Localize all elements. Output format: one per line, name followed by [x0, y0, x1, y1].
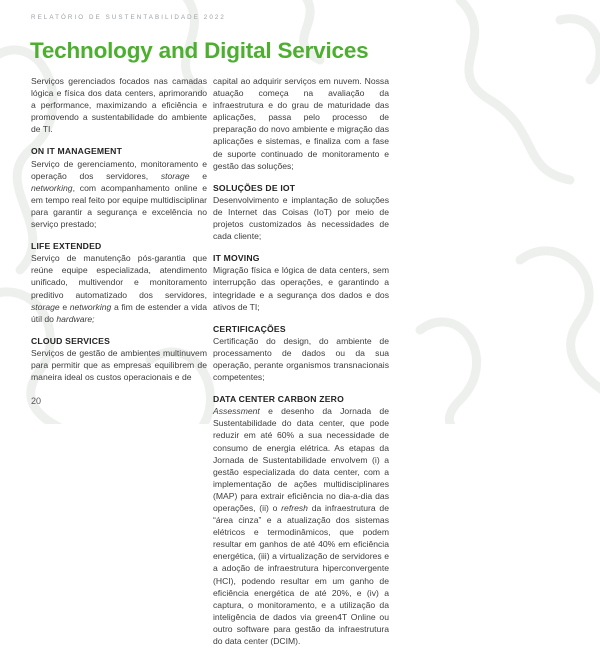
section-body: Serviços de gestão de ambientes multinuvem para permitir que as empresas equilibrem de maneira ideal os custos operacionais e de	[31, 347, 207, 383]
section-body: Serviço de gerenciamento, monitoramento e operação dos servidores, storage e networking, com acompanhamento online e em tempo real feito por equipe multidisciplinar para garantir a segurança e excelência no serviço prestado;	[31, 158, 207, 230]
section-heading: IT MOVING	[213, 253, 260, 264]
section-carbon-zero	[213, 393, 389, 647]
section-life-extended	[31, 240, 207, 325]
section-heading: CLOUD SERVICES	[31, 335, 111, 346]
section-it-moving	[213, 252, 389, 312]
section-iot	[213, 182, 389, 242]
text-column-2	[213, 75, 389, 657]
section-body: Certificação do design, do ambiente de processamento de dados ou da sua operação, perante organismos transnacionais competentes;	[213, 335, 389, 383]
page-number: 20	[31, 396, 42, 406]
text-column-3	[395, 75, 570, 85]
section-heading: SOLUÇÕES DE IOT	[213, 182, 296, 193]
section-it-management	[31, 145, 207, 230]
intro-paragraph: Serviços gerenciados focados nas camadas lógica e física dos data centers, aprimorando a performance, maximizando a eficiência e promovendo a sustentabilidade do ambiente de TI.	[31, 76, 207, 135]
section-body: Serviço de manutenção pós-garantia que reúne equipe especializada, atendimento unificado, multivendor e monitoramento preditivo automatizado dos servidores, storage e networking a fim de estender a vida útil do hardware;	[31, 253, 207, 324]
report-header: RELATÓRIO DE SUSTENTABILIDADE 2022	[31, 14, 226, 21]
section-heading: DATA CENTER CARBON ZERO	[213, 394, 344, 405]
page-title: Technology and Digital Services	[30, 38, 369, 63]
text-column-1	[31, 75, 207, 393]
section-body: Migração física e lógica de data centers, sem interrupção das operações, e garantindo a integridade e a segurança dos dados e dos ativos de TI;	[213, 265, 389, 312]
section-body: Desenvolvimento e implantação de soluções de Internet das Coisas (IoT) por meio de projetos customizados às necessidades de cada cliente;	[213, 194, 389, 242]
section-body: Assessment e desenho da Jornada de Sustentabilidade do data center, que pode reduzir em até 60% a sua necessidade de consumo de energia elétrica. As etapas da Jornada de Sustentabilidade envolvem (i) a gestão especializada do data center, com a implementação de ações multidisciplinares (MAP) para extrair eficiência no dia-a-dia das operações, (ii) o refresh da infraestrutura de “área cinza” e a atualização dos sistemas elétricos e termodinâmicos, que podem resultar em ganhos de até 40% em eficiência energética, (iii) a virtualização de servidores e a adoção de infraestrutura hiperconvergente (HCI), podendo resultar em um ganho de eficiência energética de até 20%, e (iv) a captura, o monitoramento, e a utilização da inteligência de dados via green4T Online ou outro software para gestão da infraestrutura do data center (DCIM).	[213, 406, 389, 647]
section-certifications	[213, 323, 389, 383]
section-heading: ON IT MANAGEMENT	[31, 146, 123, 157]
section-heading: LIFE EXTENDED	[31, 241, 102, 252]
section-heading: CERTIFICAÇÕES	[213, 323, 286, 334]
section-cloud-services	[31, 335, 207, 383]
section-body-continued: capital ao adquirir serviços em nuvem. Nossa atuação começa na avaliação da infraestrutura e do grau de maturidade das aplicações, passa pelo processo de preparação do novo ambiente e migração das aplicações e sistemas, e finaliza com a fase de suporte continuado de monitoramento e gestão das soluções;	[213, 76, 389, 171]
